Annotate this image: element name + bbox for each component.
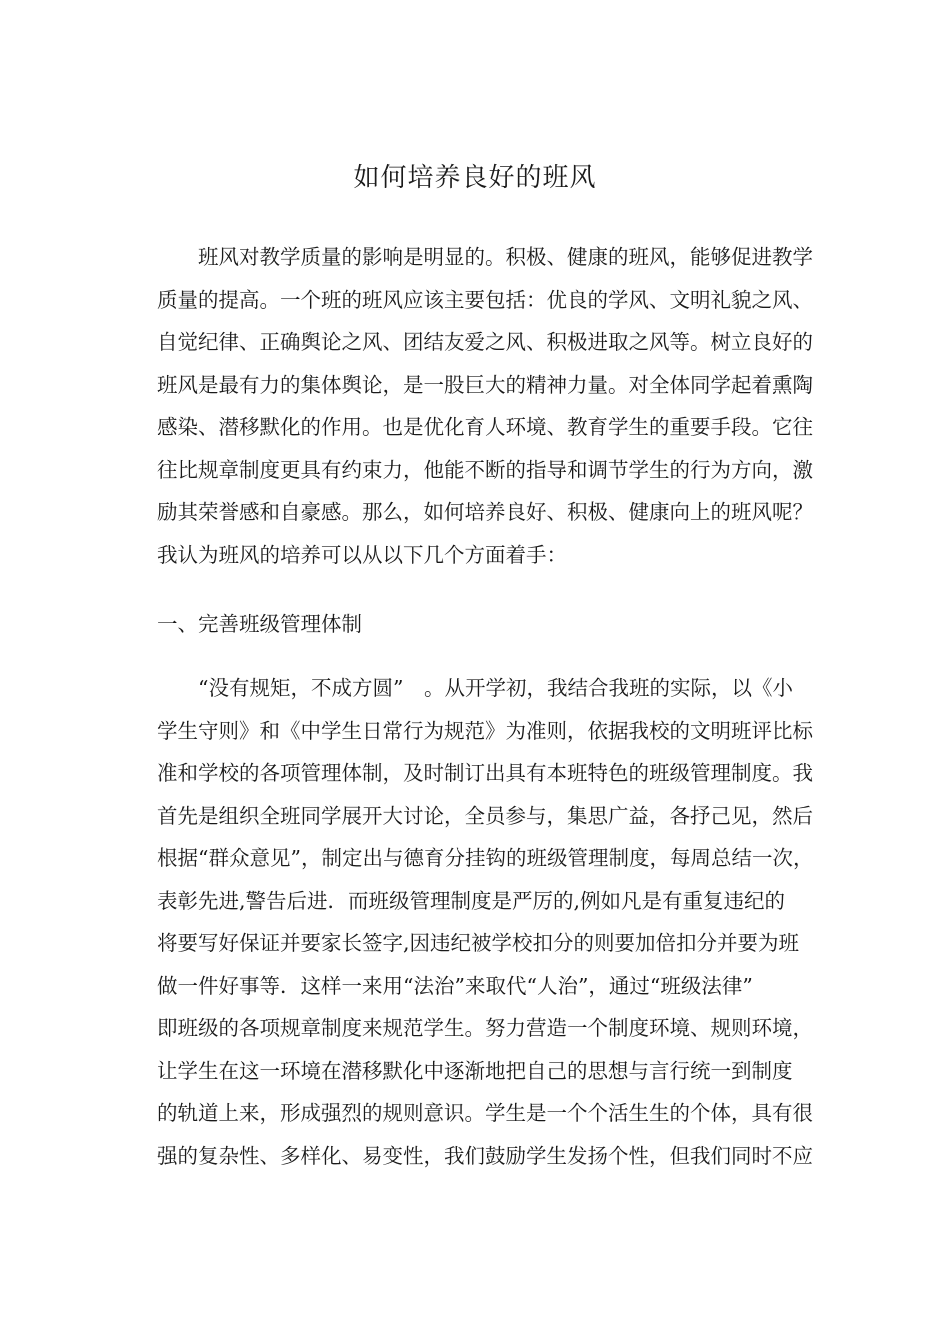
paragraph-line: 励其荣誉感和自豪感。那么，如何培养良好、积极、健康向上的班风呢？ — [157, 500, 813, 524]
paragraph-line: 首先是组织全班同学展开大讨论，全员参与，集思广益，各抒己见，然后 — [157, 803, 813, 828]
paragraph-line: 班风是最有力的集体舆论，是一股巨大的精神力量。对全体同学起着熏陶 — [157, 372, 813, 397]
paragraph-line: “没有规矩，不成方圆” 。从开学初，我结合我班的实际，以《小 — [157, 676, 793, 700]
paragraph-line: 感染、潜移默化的作用。也是优化育人环境、教育学生的重要手段。它往 — [157, 415, 813, 439]
document-title: 如何培养良好的班风 — [353, 163, 597, 193]
paragraph-line: 学生守则》和《中学生日常行为规范》为准则，依据我校的文明班评比标 — [157, 718, 813, 743]
paragraph-line: 往比规章制度更具有约束力，他能不断的指导和调节学生的行为方向，激 — [157, 457, 813, 482]
paragraph-line: 强的复杂性、多样化、易变性，我们鼓励学生发扬个性，但我们同时不应 — [157, 1143, 813, 1168]
paragraph-line: 让学生在这一环境在潜移默化中逐渐地把自己的思想与言行统一到制度 — [157, 1058, 793, 1083]
paragraph-line: 将要写好保证并要家长签字,因违纪被学校扣分的则要加倍扣分并要为班 — [157, 931, 800, 955]
paragraph-line: 准和学校的各项管理体制，及时制订出具有本班特色的班级管理制度。我 — [157, 761, 813, 785]
intro-paragraph — [157, 236, 857, 576]
paragraph-line: 做一件好事等．这样一来用“法治”来取代“人治”，通过“班级法律” — [157, 973, 753, 998]
paragraph-line: 质量的提高。一个班的班风应该主要包括：优良的学风、文明礼貌之风、 — [157, 287, 813, 312]
section-heading: 一、完善班级管理体制 — [157, 612, 362, 636]
section-paragraph — [157, 667, 857, 1177]
paragraph-line: 表彰先进,警告后进．而班级管理制度是严厉的,例如凡是有重复违纪的 — [157, 888, 786, 913]
paragraph-line: 根据“群众意见”，制定出与德育分挂钩的班级管理制度，每周总结一次， — [157, 846, 814, 870]
paragraph-line: 班风对教学质量的影响是明显的。积极、健康的班风，能够促进教学 — [157, 245, 813, 269]
paragraph-line: 的轨道上来，形成强烈的规则意识。学生是一个个活生生的个体，具有很 — [157, 1101, 813, 1125]
paragraph-line: 即班级的各项规章制度来规范学生。努力营造一个制度环境、规则环境， — [157, 1016, 813, 1040]
paragraph-line: 我认为班风的培养可以从以下几个方面着手： — [157, 542, 567, 567]
paragraph-line: 自觉纪律、正确舆论之风、团结友爱之风、积极进取之风等。树立良好的 — [157, 330, 813, 354]
